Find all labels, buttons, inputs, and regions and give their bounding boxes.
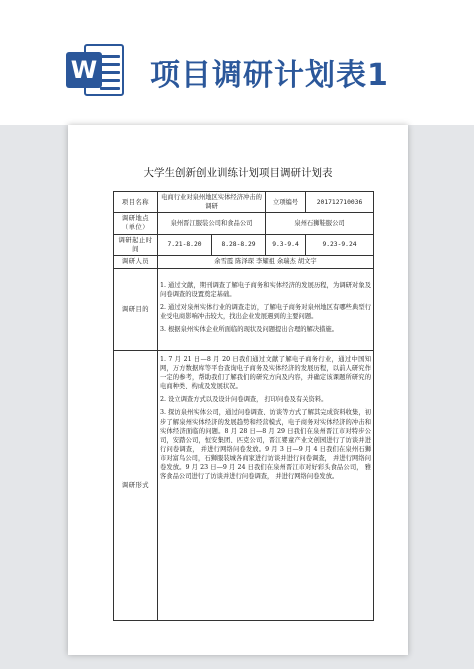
- time-value-4: 9.23-9.24: [306, 234, 374, 255]
- form-label: 调研形式: [114, 350, 158, 620]
- purpose-label: 调研目的: [114, 268, 158, 350]
- form-content: [158, 350, 374, 620]
- time-value-3: 9.3-9.4: [266, 234, 306, 255]
- word-icon: [66, 44, 124, 96]
- project-name-label: 项目名称: [114, 192, 158, 213]
- location-label: 调研地点（单位）: [114, 213, 158, 234]
- time-label: 调研起止时间: [114, 234, 158, 255]
- purpose-item: 3. 根据泉州实体企业所面临的现状及问题提出合理的解决措施。: [160, 326, 339, 334]
- document-page: [68, 125, 408, 655]
- word-badge: W: [66, 52, 102, 88]
- location-value-2: 泉州石狮鞋服公司: [266, 213, 374, 234]
- survey-plan-table: [113, 191, 374, 621]
- table-row: [114, 350, 374, 620]
- members-value: 余雪霞 陈泽琛 李耀祖 余瑞杰 胡文宇: [158, 255, 374, 268]
- form-item: 1. 7 月 21 日—8 月 20 日我们通过文献了解电子商务行业，通过中国知网，万方数据库等平台查询电子商务及实体经济的发展历程，以前人研究作一定的参考，帮助我们了解我们的研究方向及内容，并确定该课题所研究的电商种类、构成及发展状况。: [160, 355, 371, 391]
- table-row: [114, 255, 374, 268]
- project-no-value: 201712710036: [306, 192, 374, 213]
- table-row: [114, 192, 374, 213]
- purpose-content: [158, 268, 374, 350]
- form-item: 3. 探访泉州实体公司，通过问卷调查、访谈等方式了解其完成资料收集，初步了解泉州实体经济的发展趋势和经营模式，电子商务对实体经济的冲击和实体经济面临的问题。8 月 28 日—8 月 29 日我们在泉州晋江市对特步公司，安踏公司，恒安集团、匹克公司，晋江婴童产业文创园进行了访谈并进行问卷调查， 并进行网络问卷发放。9 月 3 日—9 月 4 日我们在泉州石狮市对富鸟公司，石狮服装城各商家进行访谈并进行问卷调查， 并进行网络问卷发放。9 月 23 日—9 月 24 日我们在泉州晋江市对好彩头食品公司， 雅客食品公司进行了访谈并进行问卷调查， 并进行网络问卷发放。: [160, 409, 371, 481]
- header-banner: [0, 0, 474, 125]
- table-row: [114, 213, 374, 234]
- members-label: 调研人员: [114, 255, 158, 268]
- banner-title: 项目调研计划表1: [150, 58, 389, 93]
- location-value-1: 泉州晋江服装公司和食品公司: [158, 213, 266, 234]
- table-row: [114, 234, 374, 255]
- time-value-2: 8.28-8.29: [212, 234, 266, 255]
- purpose-item: 1. 通过文献，期刊调查了解电子商务和实体经济的发展历程，为调研对象及问卷调查的设置奠定基础。: [160, 281, 371, 299]
- purpose-item: 2. 通过对泉州实体行业的调查走访，了解电子商务对泉州地区有哪些典型行业受电商影响冲击较大，找出企业发展遇到的主要问题。: [160, 304, 371, 321]
- table-row: [114, 268, 374, 350]
- time-value-1: 7.21-8.20: [158, 234, 212, 255]
- form-item: 2. 设立调查方式以及设计问卷调查， 打印问卷及有关资料。: [160, 396, 328, 404]
- project-name-value: 电商行业对泉州地区实体经济冲击的调研: [158, 192, 266, 213]
- project-no-label: 立项编号: [266, 192, 306, 213]
- document-title: 大学生创新创业训练计划项目调研计划表: [143, 167, 333, 179]
